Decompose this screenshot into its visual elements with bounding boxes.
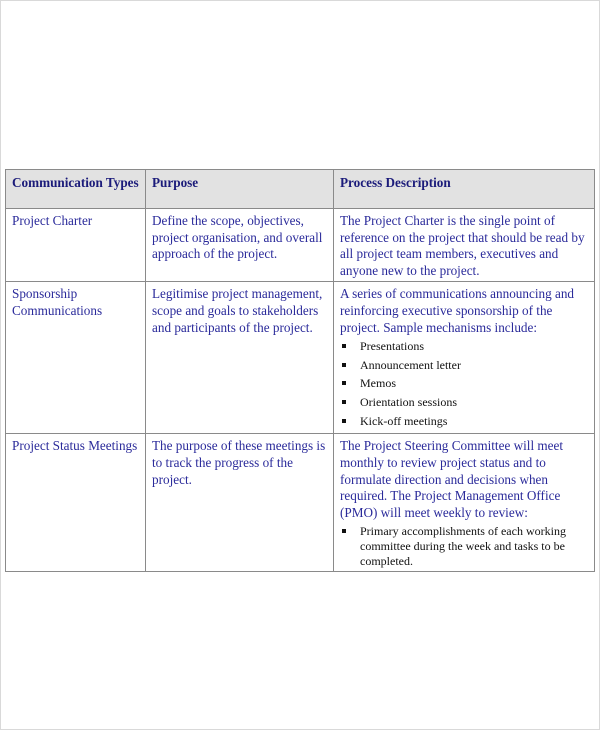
list-item	[340, 358, 588, 373]
process-description-text: A series of communications announcing and reinforcing executive sponsorship of the project. Sample mechanisms include:	[340, 286, 575, 335]
square-bullet-icon	[342, 400, 346, 404]
table-header-row	[6, 170, 595, 209]
cell-purpose: Define the scope, objectives, project organisation, and overall approach of the project.	[146, 209, 334, 282]
list-item	[340, 395, 588, 410]
list-item	[340, 376, 588, 391]
list-item	[340, 339, 588, 354]
cell-process-description	[334, 209, 595, 282]
table-row	[6, 282, 595, 434]
mechanisms-list	[340, 339, 588, 428]
cell-process-description	[334, 434, 595, 572]
list-item-text: Announcement letter	[360, 357, 461, 372]
header-communication-types: Communication Types	[6, 170, 146, 209]
square-bullet-icon	[342, 419, 346, 423]
list-item	[340, 524, 588, 569]
cell-communication-type: Project Status Meetings	[6, 434, 146, 572]
list-item-text: Memos	[360, 376, 396, 391]
review-items-list	[340, 524, 588, 569]
cell-process-description	[334, 282, 595, 434]
list-item-text: Presentations	[360, 339, 424, 354]
list-item-text: Orientation sessions	[360, 394, 457, 409]
square-bullet-icon	[342, 529, 346, 533]
table-row	[6, 209, 595, 282]
square-bullet-icon	[342, 344, 346, 348]
square-bullet-icon	[342, 363, 346, 367]
cell-communication-type: Sponsorship Communications	[6, 282, 146, 434]
list-item-text: Kick-off meetings	[360, 413, 448, 428]
process-description-text: The Project Charter is the single point of reference on the project that should be read by all project team members, executives and anyone new to the project.	[340, 213, 585, 278]
list-item-text: Primary accomplishments of each working committee during the week and tasks to be completed.	[360, 524, 566, 569]
process-description-text: The Project Steering Committee will meet monthly to review project status and to formulate direction and decisions when required. The Project Management Office (PMO) will meet weekly to review:	[340, 438, 564, 520]
square-bullet-icon	[342, 381, 346, 385]
communication-plan-table	[5, 169, 595, 572]
table-row	[6, 434, 595, 572]
cell-purpose: Legitimise project management, scope and goals to stakeholders and participants of the project.	[146, 282, 334, 434]
header-process-description: Process Description	[334, 170, 595, 209]
cell-purpose: The purpose of these meetings is to track the progress of the project.	[146, 434, 334, 572]
header-purpose: Purpose	[146, 170, 334, 209]
cell-communication-type: Project Charter	[6, 209, 146, 282]
list-item	[340, 414, 588, 429]
